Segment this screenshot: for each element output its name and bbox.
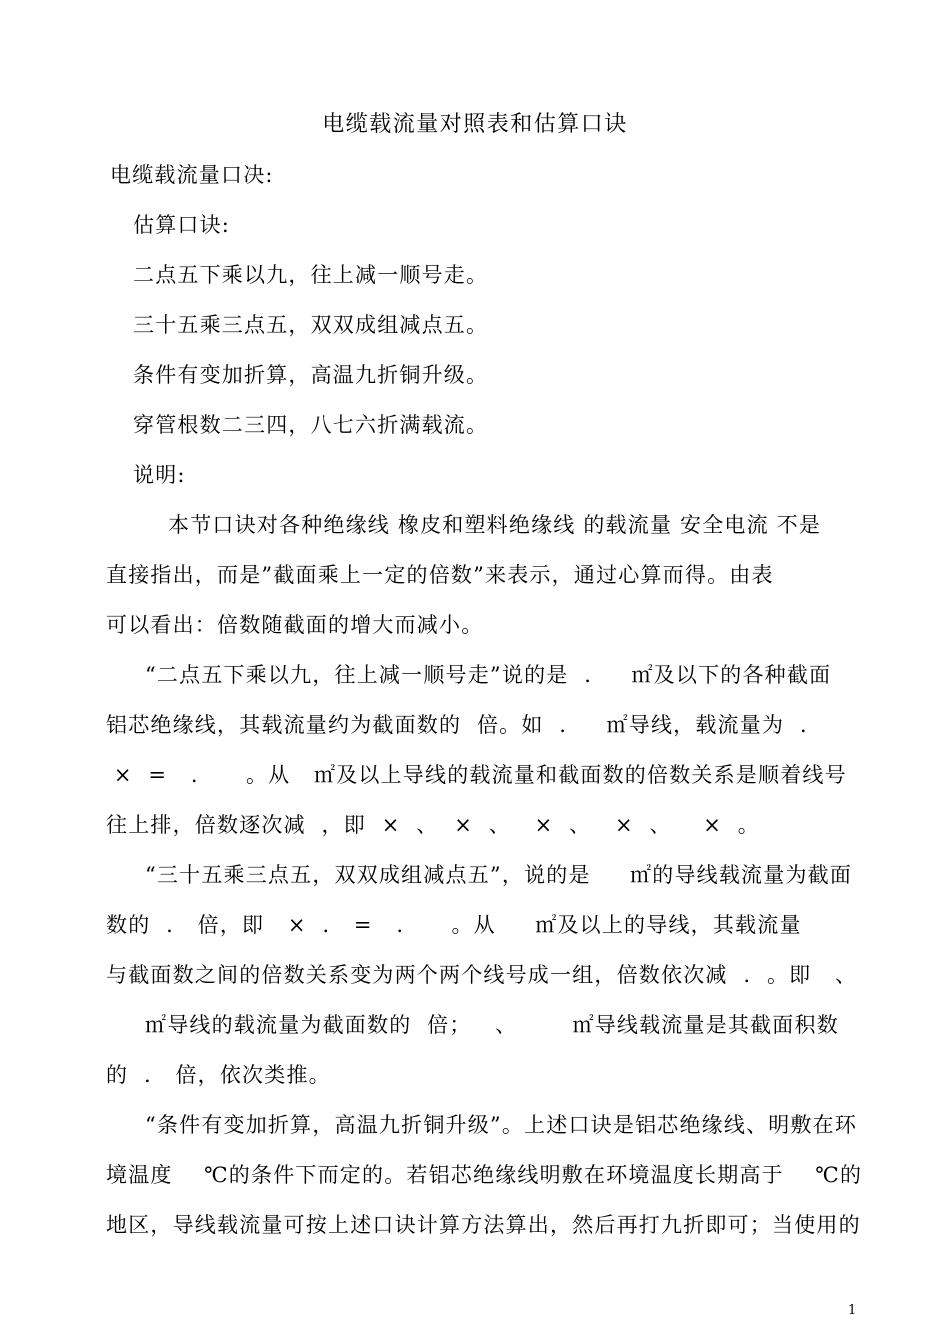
text-line-11: “二点五下乘以九，往上减一顺号走”说的是 . ㎡及以下的各种截面 bbox=[145, 663, 832, 687]
text-line-13: × = . 。从 ㎡及以上导线的载流量和截面数的倍数关系是顺着线号 bbox=[106, 763, 847, 787]
text-line-15: “三十五乘三点五，双双成组减点五”，说的是 ㎡的导线载流量为截面 bbox=[145, 863, 853, 887]
text-line-5: 条件有变加折算，高温九折铜升级。 bbox=[133, 363, 489, 387]
text-line-17: 与截面数之间的倍数关系变为两个两个线号成一组，倍数依次减 . 。即 、 bbox=[106, 963, 858, 987]
text-line-1: 电缆载流量口决: bbox=[110, 163, 274, 187]
text-line-20: “条件有变加折算，高温九折铜升级”。上述口诀是铝芯绝缘线、明敷在环 bbox=[145, 1113, 858, 1137]
text-line-19: 的 . 倍，依次类推。 bbox=[106, 1063, 331, 1087]
text-line-12: 铝芯绝缘线，其载流量约为截面数的 倍。如 . ㎡导线，载流量为 . bbox=[106, 713, 808, 737]
text-line-7: 说明: bbox=[133, 463, 186, 487]
text-line-14: 往上排，倍数逐次减 ，即 × 、 × 、 × 、 × 、 × 。 bbox=[106, 813, 760, 837]
text-line-22: 地区，导线载流量可按上述口诀计算方法算出，然后再打九折即可；当使用的 bbox=[106, 1213, 861, 1237]
text-line-8: 本节口诀对各种绝缘线 橡皮和塑料绝缘线 的载流量 安全电流 不是 bbox=[168, 513, 822, 537]
text-line-2: 估算口诀: bbox=[133, 213, 231, 237]
text-line-16: 数的 . 倍，即 × . = . 。从 ㎡及以上的导线，其载流量 bbox=[106, 913, 802, 937]
text-line-4: 三十五乘三点五，双双成组减点五。 bbox=[133, 313, 489, 337]
page-title: 电缆载流量对照表和估算口诀 bbox=[322, 112, 628, 137]
text-line-6: 穿管根数二三四，八七六折满载流。 bbox=[133, 413, 489, 437]
page-number: 1 bbox=[848, 1303, 857, 1318]
text-line-10: 可以看出：倍数随截面的增大而减小。 bbox=[106, 613, 484, 637]
text-line-18: ㎡导线的载流量为截面数的 倍； 、 ㎡导线载流量是其截面积数 bbox=[145, 1013, 839, 1037]
text-line-21: 境温度 ℃的条件下而定的。若铝芯绝缘线明敷在环境温度长期高于 ℃的 bbox=[106, 1163, 863, 1187]
text-line-3: 二点五下乘以九，往上减一顺号走。 bbox=[133, 263, 489, 287]
text-line-9: 直接指出，而是”截面乘上一定的倍数”来表示，通过心算而得。由表 bbox=[106, 563, 774, 587]
